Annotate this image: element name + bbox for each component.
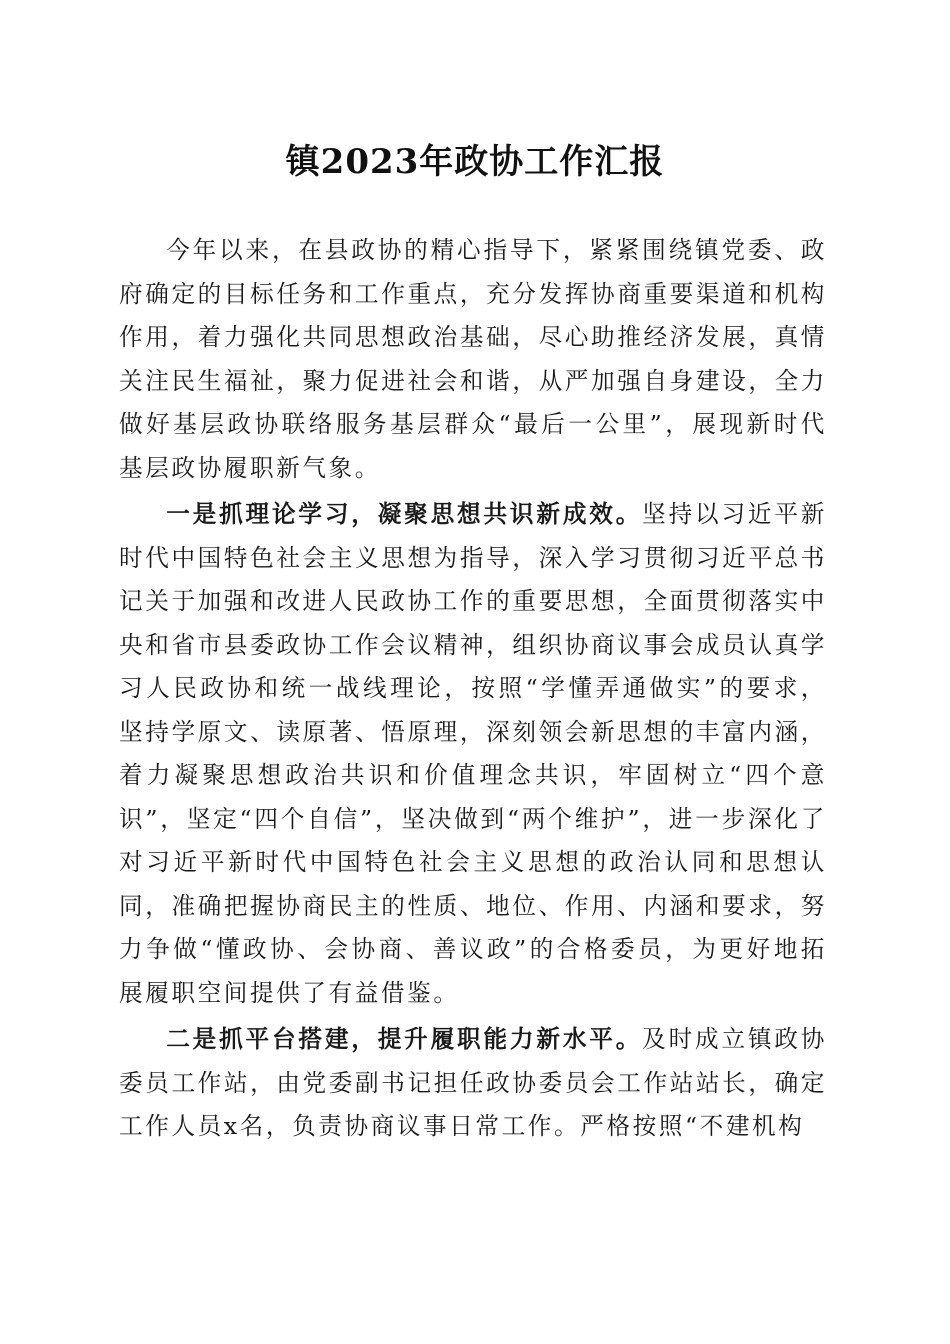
paragraph-lead: 一是抓理论学习，凝聚思想共识新成效。 — [166, 500, 643, 528]
paragraph-lead: 二是抓平台搭建，提升履职能力新水平。 — [166, 1025, 643, 1053]
document-title: 镇2023年政协工作汇报 — [285, 142, 665, 182]
paragraph-text: 今年以来，在县政协的精心指导下，紧紧围绕镇党委、政府确定的目标任务和工作重点，充分发挥协商重要渠道和机构作用，着力强化共同思想政治基础，尽心助推经济发展，真情关注民生福祉，聚力促进社会和谐，从严加强自身建设，全力做好基层政协联络服务基层群众“最后一公里”，展现新时代基层政协履职新气象。 — [119, 236, 827, 482]
paragraph-platform-building — [119, 1018, 827, 1149]
paragraph-intro — [119, 229, 827, 490]
paragraph-text: 及时成立镇政协委员工作站，由党委副书记担任政协委员会工作站站长，确定工作人员x名，负责协商议事日常工作。严格按照“不建机构 — [119, 1025, 827, 1140]
paragraph-theory-study — [119, 493, 827, 1015]
paragraph-text: 坚持以习近平新时代中国特色社会主义思想为指导，深入学习贯彻习近平总书记关于加强和改进人民政协工作的重要思想，全面贯彻落实中央和省市县委政协工作会议精神，组织协商议事会成员认真学习人民政协和统一战线理论，按照“学懂弄通做实”的要求，坚持学原文、读原著、悟原理，深刻领会新思想的丰富内涵，着力凝聚思想政治共识和价值理念共识，牢固树立“四个意识”，坚定“四个自信”，坚决做到“两个维护”，进一步深化了对习近平新时代中国特色社会主义思想的政治认同和思想认同，准确把握协商民主的性质、地位、作用、内涵和要求，努力争做“懂政协、会协商、善议政”的合格委员，为更好地拓展履职空间提供了有益借鉴。 — [119, 500, 827, 1007]
document-body — [119, 229, 827, 1152]
